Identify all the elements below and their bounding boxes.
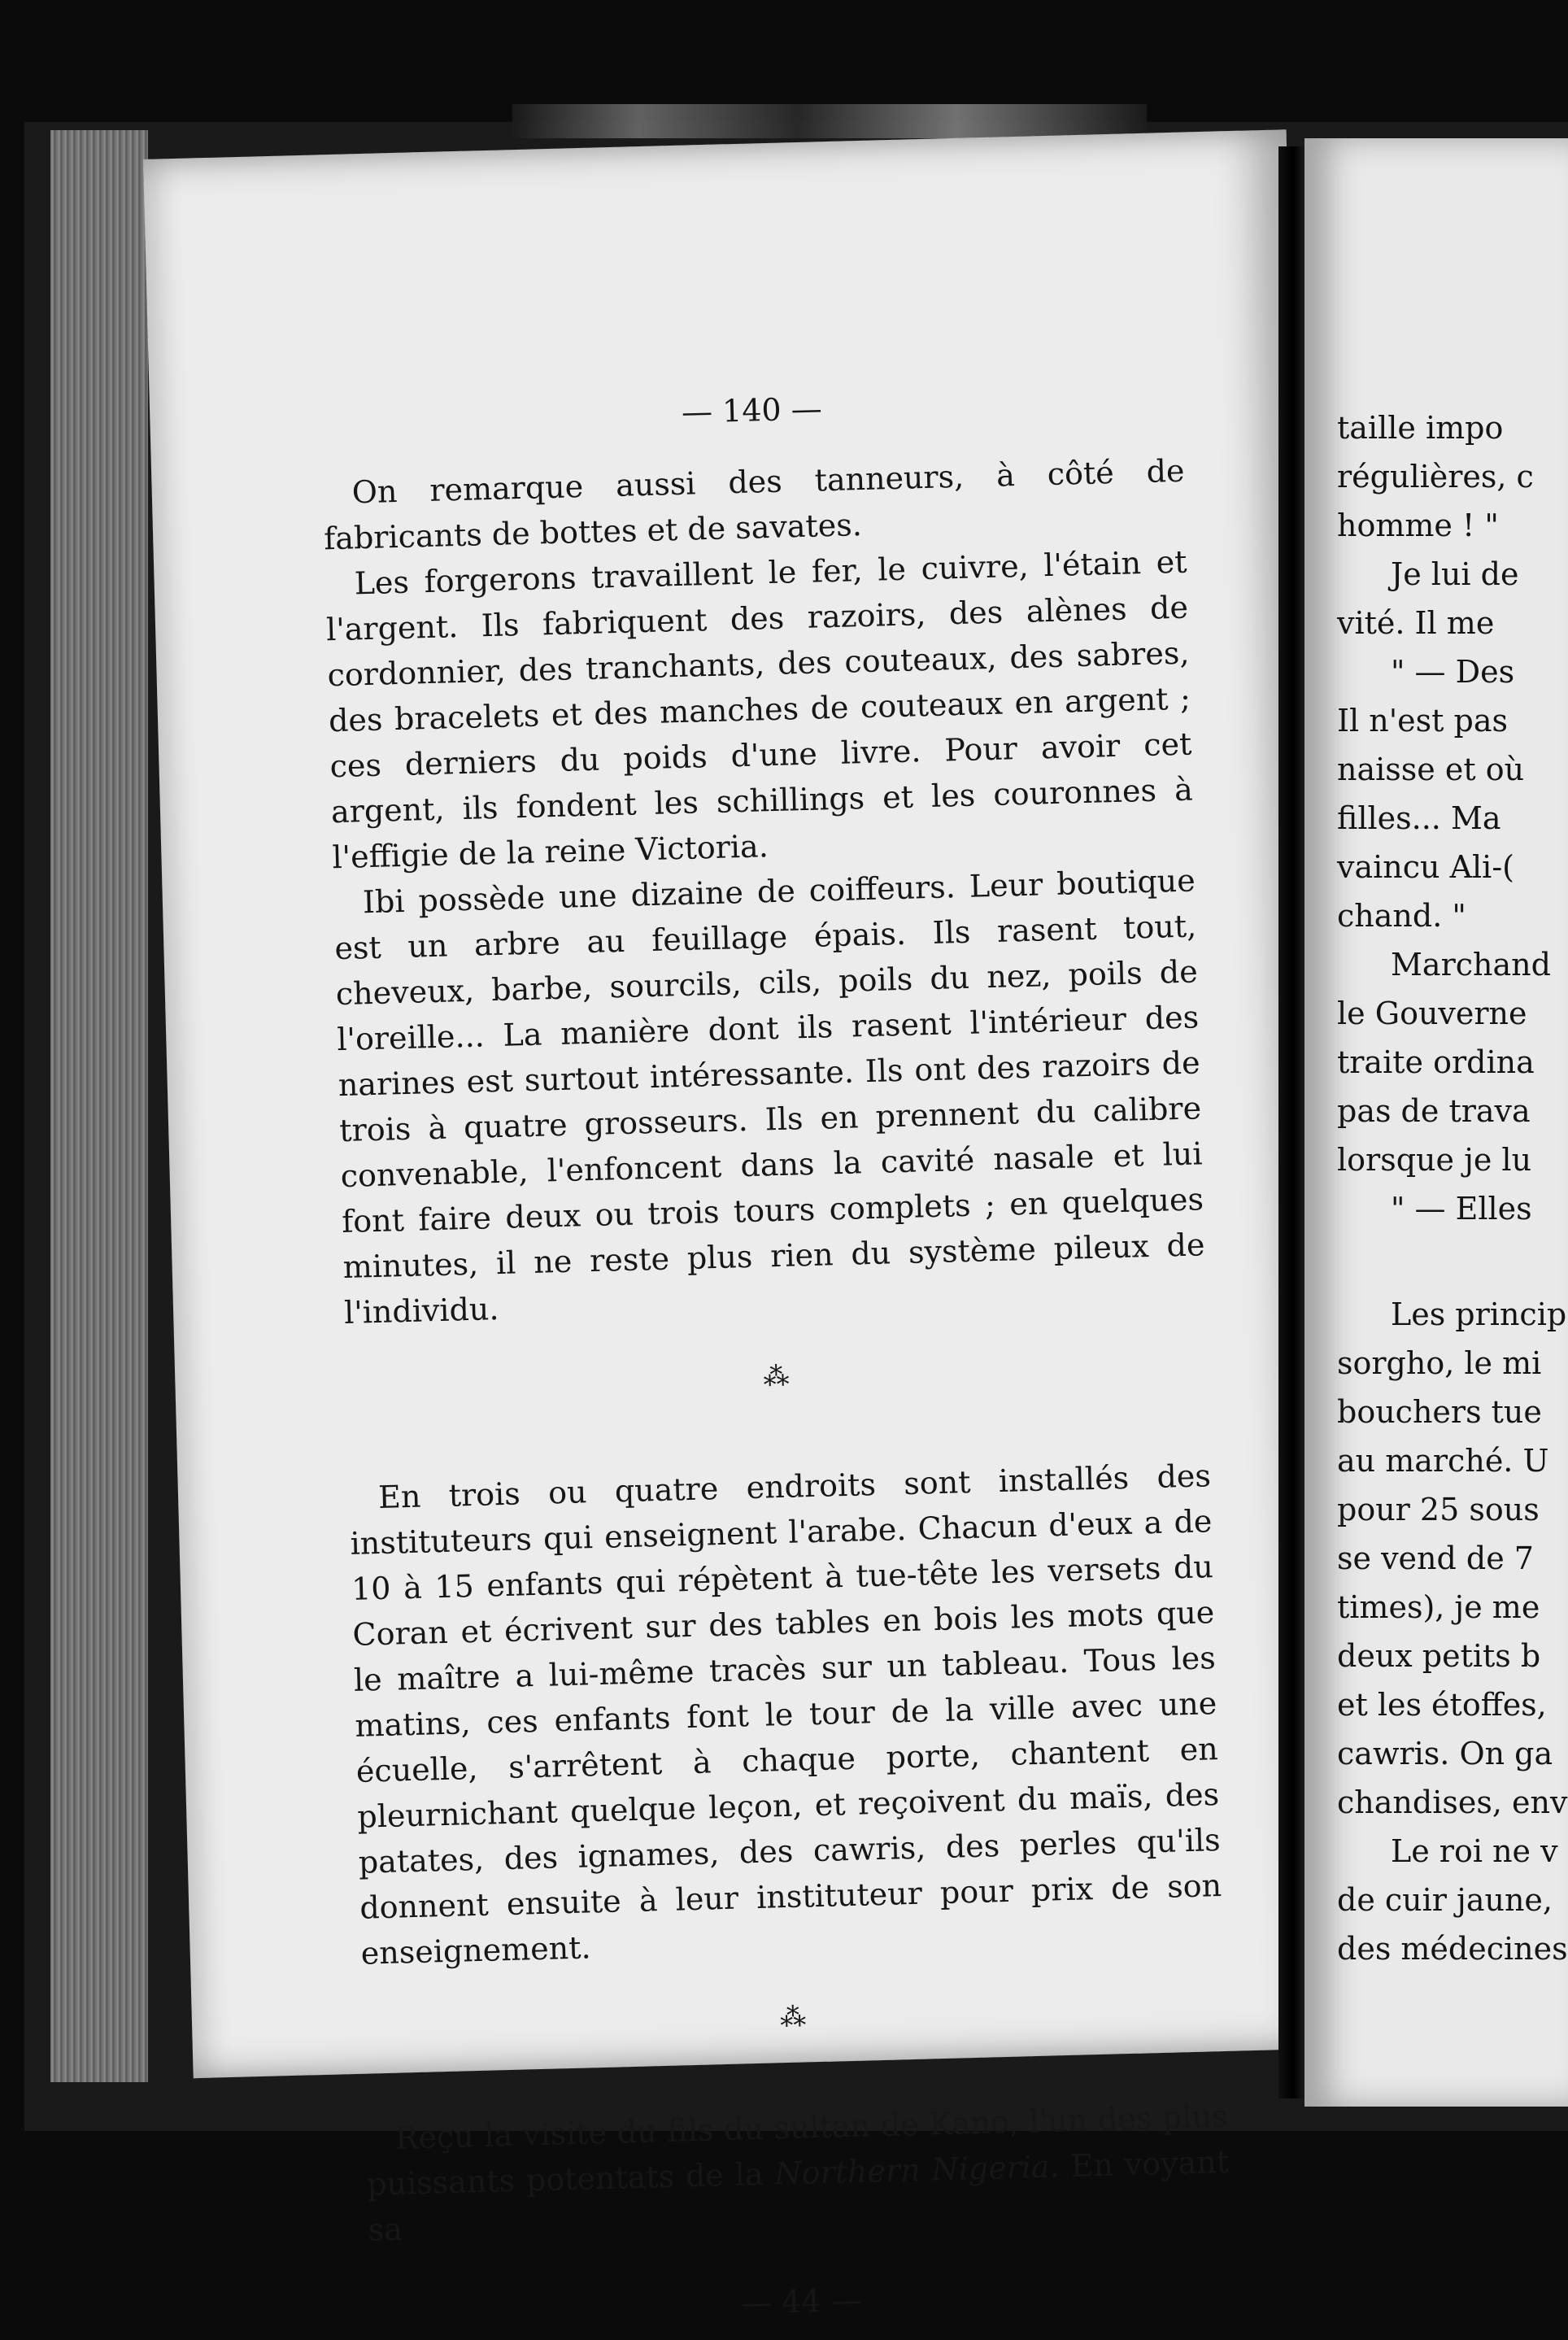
book-gutter [1278,146,1308,2098]
paragraph-visite [365,2094,1230,2253]
right-page-text [1337,403,1568,1973]
right-line: Marchand [1391,947,1551,983]
right-line: Je lui de [1391,556,1519,592]
paragraph-coiffeurs: Ibi possède une dizaine de coiffeurs. Leur boutique est un arbre au feuillage épais. Ils rasent tout, cheveux, barbe, sourcils, cils, poils du nez, poils de l'oreille... La manière dont ils rasent l'intérieur des narines est surtout intéressante. Ils ont des razoirs de trois à quatre grosseurs. Ils en prennent du calibre convenable, l'enfoncent dans la cavité nasale et lui font faire deux ou trois tours complets ; en quelques minutes, il ne reste plus rien du système pileux de l'individu. [333,862,1205,1331]
left-page [143,129,1336,2321]
book-spine [512,104,1147,138]
right-line: chandises, env [1337,1784,1568,1820]
right-line: lorsque je lu [1337,1142,1532,1178]
paragraph-instituteurs: En trois ou quatre endroits sont installés des instituteurs qui enseignent l'arabe. Chacun d'eux a de 10 à 15 enfants qui répètent à tue-tête les versets du Coran et écrivent sur des tables en bois les mots que le maître a lui-même tracès sur un tableau. Tous les matins, ces enfants font le tour de la ville avec une écuelle, s'arrêtent à chaque porte, chantent en pleurnichant quelque leçon, et reçoivent du maïs, des patates, des ignames, des cawris, des perles qu'ils donnent ensuite à leur instituteur pour prix de son enseignement. [350,1458,1222,1972]
right-line: bouchers tue [1337,1394,1542,1430]
section-asterism: ⁂ [779,2001,808,2033]
right-line: vité. Il me [1337,605,1495,641]
right-line: " — Elles [1391,1191,1532,1227]
right-line: et les étoffes, [1337,1687,1547,1723]
visit-text-end: En voyant sa [368,2143,1230,2248]
right-line: traite ordina [1337,1044,1535,1080]
paragraph-tanneurs: On remarque aussi des tanneurs, à côté de fabricants de bottes et de savates. [323,452,1186,557]
right-line: chand. " [1337,898,1466,934]
right-line: Il n'est pas [1337,703,1508,739]
paragraph-forgerons: Les forgerons travaillent le fer, le cuivre, l'étain et l'argent. Ils fabriquent des razoirs, des alènes de cordonnier, des tranchants, des couteaux, des sabres, des bracelets et des manches de couteaux en argent ; ces derniers du poids d'une livre. Pour avoir cet argent, ils fondent les schillings et les couronnes à l'effigie de la reine Victoria. [325,543,1194,876]
right-line: homme ! " [1337,508,1499,543]
right-line: taille impo [1337,410,1504,446]
right-line: cawris. On ga [1337,1736,1553,1771]
right-line: sorgho, le mi [1337,1345,1542,1381]
page-number: — 140 — [681,390,823,430]
right-line: pas de trava [1337,1093,1531,1129]
right-line: filles... Ma [1337,800,1501,836]
right-line: naisse et où [1337,752,1525,787]
signature-mark: — 44 — [740,2281,863,2321]
right-line: deux petits b [1337,1638,1541,1674]
right-line: se vend de 7 [1337,1540,1534,1576]
right-line: Les princip [1391,1296,1567,1332]
right-line: des médecines [1337,1931,1568,1967]
section-asterism: ⁂ [762,1360,791,1392]
right-line: " — Des [1391,654,1515,690]
right-line: times), je me [1337,1589,1540,1625]
visit-text-start: Reçu la visite du fils du sultan de Kano, l'un des plus puissants potentats de la [366,2098,1229,2203]
right-line: Le roi ne v [1391,1833,1558,1869]
right-page [1304,138,1568,2107]
right-line: pour 25 sous [1337,1492,1540,1527]
right-line: le Gouverne [1337,996,1527,1031]
right-line: vaincu Ali-( [1337,849,1514,885]
right-line: au marché. U [1337,1443,1549,1479]
visit-text-italic: Northern Nigeria. [773,2148,1061,2192]
right-line: de cuir jaune, [1337,1882,1553,1918]
page-edges [50,130,148,2082]
left-page-text [320,377,1233,2336]
right-line: régulières, c [1337,459,1534,495]
